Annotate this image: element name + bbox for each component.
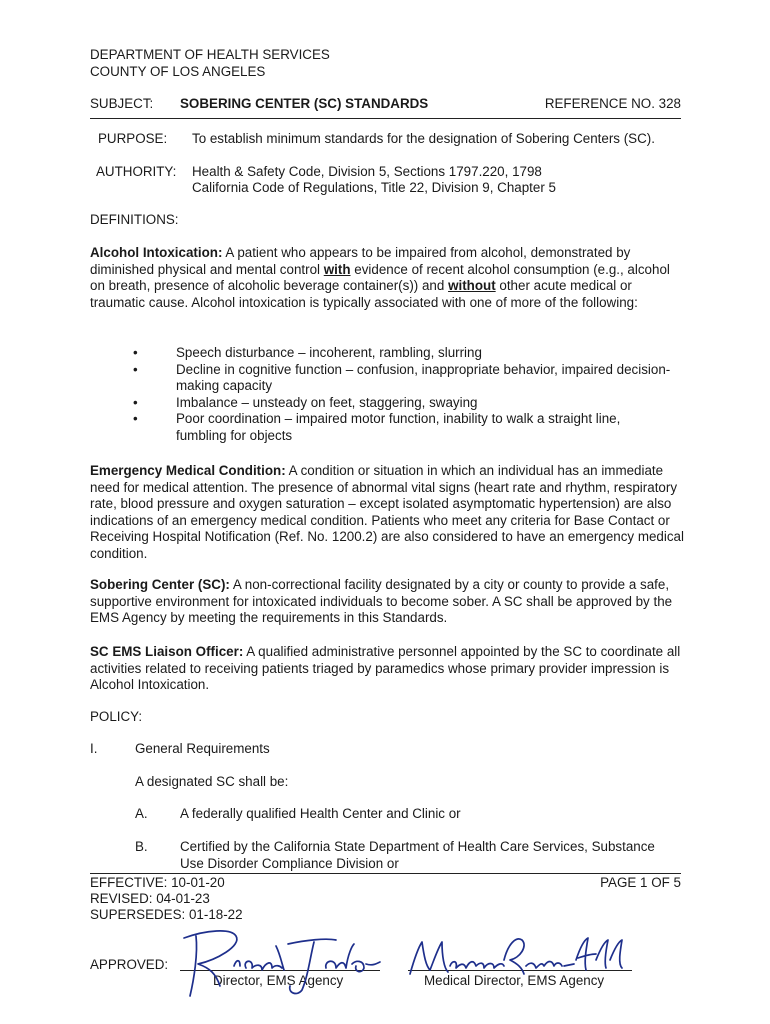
definition-sc-ems-liaison-officer xyxy=(90,644,685,694)
definition-text: A qualified administrative personnel appointed by the SC to coordinate all activities related to receiving patients triaged by paramedics whose primary provider impression is Alcohol Intoxication. xyxy=(90,644,681,693)
list-item: • Poor coordination – impaired motor function, inability to walk a straight line, fumbling for objects xyxy=(133,411,673,444)
purpose-text: To establish minimum standards for the designation of Sobering Centers (SC). xyxy=(192,131,655,146)
definition-text: A patient who appears to be impaired from alcohol, demonstrated by diminished physical and mental control xyxy=(90,245,631,277)
approved-label: APPROVED: xyxy=(90,957,169,972)
department-name: DEPARTMENT OF HEALTH SERVICES xyxy=(90,47,330,62)
revised-date: REVISED: 04-01-23 xyxy=(90,891,210,906)
definition-term: SC EMS Liaison Officer: xyxy=(90,644,244,659)
county-name: COUNTY OF LOS ANGELES xyxy=(90,64,266,79)
item-text: Certified by the California State Department of Health Care Services, Substance Use Disorder Compliance Division or xyxy=(180,839,655,871)
subject-label: SUBJECT: xyxy=(90,96,154,111)
director-title: Director, EMS Agency xyxy=(213,973,344,988)
subject-title: SOBERING CENTER (SC) STANDARDS xyxy=(180,96,429,111)
authority-label: AUTHORITY: xyxy=(96,164,177,179)
definition-term: Alcohol Intoxication: xyxy=(90,245,223,260)
definition-text: A non-correctional facility designated by a city or county to provide a safe, supportive environment for intoxicated individuals to become sober. A SC shall be approved by the EMS Agency by meeting the requirements in this Standards. xyxy=(90,577,673,626)
definition-emergency-medical-condition xyxy=(90,463,685,563)
requirements-intro: A designated SC shall be: xyxy=(135,774,289,789)
medical-director-title: Medical Director, EMS Agency xyxy=(424,973,605,988)
list-item: • Decline in cognitive function – confusion, inappropriate behavior, impaired decision-making capacity xyxy=(133,362,673,395)
authority-line-2: California Code of Regulations, Title 22, Division 9, Chapter 5 xyxy=(192,180,556,195)
definition-text: other acute medical or traumatic cause. Alcohol intoxication is typically associated with one of more of the following: xyxy=(90,278,638,310)
definition-text: A condition or situation in which an individual has an immediate need for medical attention. The presence of abnormal vital signs (heart rate and rhythm, respiratory rate, blood pressure and oxygen saturation – except isolated asymptomatic hypertension) are also indications of an emergency medical condition. Patients who meet any criteria for Base Contact or Receiving Hospital Notification (Ref. No. 1200.2) are also considered to have an emergency medical condition. xyxy=(90,463,684,561)
definitions-heading: DEFINITIONS: xyxy=(90,212,179,227)
item-text: A federally qualified Health Center and Clinic or xyxy=(180,806,461,821)
section-number: I. xyxy=(90,741,98,756)
reference-number: REFERENCE NO. 328 xyxy=(544,96,681,111)
list-item: • Imbalance – unsteady on feet, staggering, swaying xyxy=(133,395,673,412)
definition-term: Sobering Center (SC): xyxy=(90,577,230,592)
supersedes-date: SUPERSEDES: 01-18-22 xyxy=(90,907,243,922)
header-divider xyxy=(90,118,681,119)
section-title: General Requirements xyxy=(135,741,270,756)
definition-term: Emergency Medical Condition: xyxy=(90,463,286,478)
list-item: • Speech disturbance – incoherent, rambling, slurring xyxy=(133,345,673,362)
effective-date: EFFECTIVE: 10-01-20 xyxy=(90,875,225,890)
purpose-label: PURPOSE: xyxy=(98,131,168,146)
definition-text: evidence of recent alcohol consumption (e.g., alcohol on breath, presence of alcoholic beverage container(s)) and xyxy=(90,261,670,294)
item-letter: B. xyxy=(135,839,148,854)
emphasis-with: with xyxy=(323,261,351,277)
medical-director-signature xyxy=(404,930,634,996)
intoxication-signs-list xyxy=(133,345,673,445)
policy-heading: POLICY: xyxy=(90,709,143,724)
authority-line-1: Health & Safety Code, Division 5, Sections 1797.220, 1798 xyxy=(192,164,542,179)
definition-sobering-center xyxy=(90,577,685,627)
definition-alcohol-intoxication xyxy=(90,245,685,311)
footer-divider xyxy=(90,873,681,874)
page-number: PAGE 1 OF 5 xyxy=(600,875,681,890)
item-letter: A. xyxy=(135,806,148,821)
emphasis-without: without xyxy=(448,278,496,294)
director-signature xyxy=(176,924,386,1002)
